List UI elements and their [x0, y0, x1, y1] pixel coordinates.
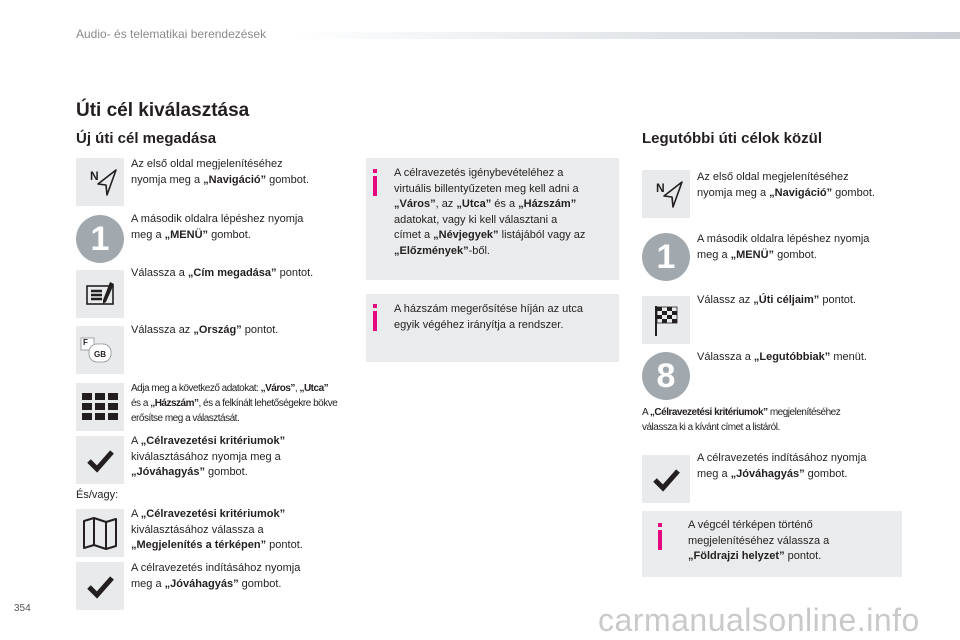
navigation-icon [76, 158, 124, 206]
address-entry-icon [76, 270, 124, 318]
left-step7-text: A „Célravezetési kritériumok” kiválasztásához válassza a „Megjelenítés a térképen” pontot. [131, 508, 303, 551]
info-icon [373, 304, 377, 308]
left-step6-text: A „Célravezetési kritériumok” kiválasztásához nyomja meg a „Jóváhagyás” gombot. [131, 435, 286, 478]
info-icon [373, 169, 377, 173]
step-number-badge: 8 [642, 352, 690, 400]
info-box-house-number: A házszám megerősítése híján az utca egyik végéhez irányítja a rendszer. [366, 294, 619, 362]
header-bar [290, 32, 960, 39]
left-subtitle: Új úti cél megadása [76, 130, 217, 147]
step-number-badge: 1 [642, 233, 690, 281]
check-icon [642, 455, 690, 503]
left-step5-text: Adja meg a következő adatokat: „Város”, „Utca” és a „Házszám”, és a felkínált lehetőségekre bökve erősítse meg a választását. [131, 383, 338, 424]
step-number-badge: 1 [76, 215, 124, 263]
info-box-keyboard: A célravezetés igénybevételéhez a virtuális billentyűzeten meg kell adni a „Város”, az „Utca” és a „Házszám” adatokat, vagy ki kell választani a címet a „Névjegyek” listájából vagy az „Előzmények”-ből. [366, 158, 619, 280]
svg-text:N: N [656, 181, 665, 195]
right-step4-text: Válassza a „Legutóbbiak” menüt. [697, 351, 867, 363]
info-icon-bar [373, 176, 377, 196]
svg-text:N: N [90, 169, 99, 183]
left-step2-text: A második oldalra lépéshez nyomja meg a „MENÜ” gombot. [131, 213, 304, 241]
left-step3-text: Válassza a „Cím megadása” pontot. [131, 267, 314, 279]
info-icon-bar [658, 530, 662, 550]
or-label: És/vagy: [76, 489, 119, 501]
flag-label-gb: GB [94, 350, 106, 359]
right-step5-text: A célravezetés indításához nyomja meg a „Jóváhagyás” gombot. [697, 452, 867, 480]
left-step8-text: A célravezetés indításához nyomja meg a „Jóváhagyás” gombot. [131, 562, 301, 590]
right-step2-text: A második oldalra lépéshez nyomja meg a „MENÜ” gombot. [697, 233, 870, 261]
watermark: carmanualsonline.info [598, 602, 920, 638]
check-icon [76, 436, 124, 484]
right-subtitle: Legutóbbi úti célok közül [642, 130, 822, 147]
right-step1-text: Az első oldal megjelenítéséhez nyomja meg a „Navigáció” gombot. [697, 171, 875, 199]
info-icon [658, 523, 662, 527]
left-step4-text: Válassza az „Ország” pontot. [131, 324, 279, 336]
keyboard-icon [76, 383, 124, 431]
flag-label-f: F [83, 338, 88, 347]
check-icon [76, 562, 124, 610]
right-note-text: A „Célravezetési kritériumok” megjelenítéséhez válassza ki a kívánt címet a listáról. [642, 407, 841, 433]
map-icon [76, 509, 124, 557]
page-number: 354 [14, 603, 31, 614]
page-title: Úti cél kiválasztása [76, 100, 250, 121]
section-header: Audio- és telematikai berendezések [76, 27, 267, 41]
right-step3-text: Válassz az „Úti céljaim” pontot. [697, 294, 856, 306]
navigation-icon [642, 170, 690, 218]
info-icon-bar [373, 311, 377, 331]
left-step1-text: Az első oldal megjelenítéséhez nyomja meg a „Navigáció” gombot. [131, 158, 309, 186]
info-box-map: A végcél térképen történő megjelenítéséhez válassza a „Földrajzi helyzet” pontot. [642, 511, 902, 577]
checkered-flag-icon [642, 296, 690, 344]
